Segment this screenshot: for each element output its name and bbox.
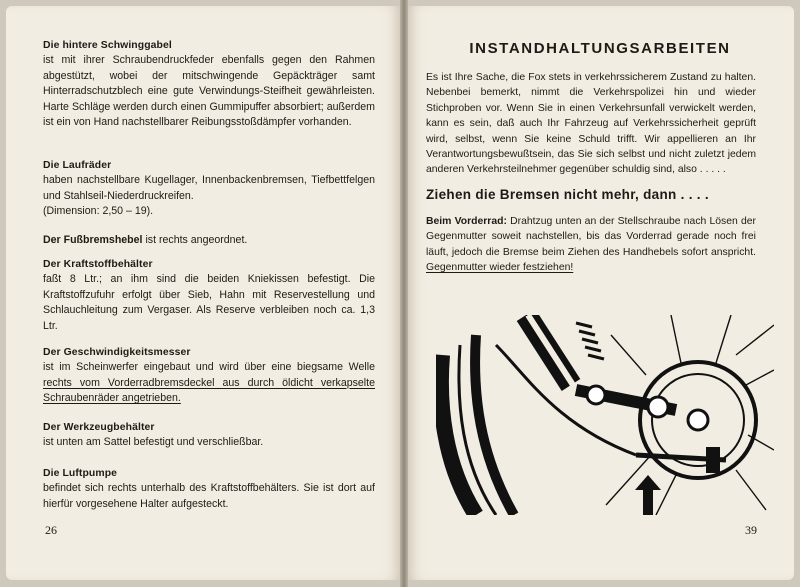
front-wheel-paragraph (426, 214, 756, 276)
front-wheel-text: Drahtzug unten an der Stellschraube nach Lösen der Gegenmutter soweit nachstellen, bis das Vorderrad gerade noch frei läuft, jedoch die Bremse beim Ziehen des Handhebels sofort anspricht. (426, 216, 756, 258)
section-heading: Der Werkzeugbehälter (43, 422, 155, 433)
section-kraftstoffbehaelter (43, 259, 375, 334)
section-body: haben nachstellbare Kugellager, Innenbackenbremsen, Tiefbettfelgen und Stahlseil-Niederdruckreifen. (43, 174, 375, 202)
section-body: ist im Scheinwerfer eingebaut und wird über eine biegsame Welle (43, 361, 375, 373)
section-body-underlined: rechts vom Vorderradbremsdeckel aus durch öldicht verkapselte Schraubenräder angetrieben. (43, 376, 375, 405)
intro-paragraph: Es ist Ihre Sache, die Fox stets in verkehrssicherem Zustand zu halten. Nebenbei bemerkt, nimmt die Verkehrspolizei hin und wieder Stichproben vor. Wenn Sie in einen Verkehrsunfall verwickelt werden, kann es sein, daß auch Ihr Fahrzeug auf Verkehrssicherheit geprüft wird, selbst, wenn Sie keine Schuld trifft. Wir appellieren an Ihr Verantwortungsbewußtsein, das Sie sich selbst und nicht zuletzt jedem anderen Verkehrsteilnehmer gegenüber schuldig sind, also . . . . . (426, 72, 756, 176)
section-body: ist rechts angeordnet. (145, 234, 248, 246)
section-body: faßt 8 Ltr.; an ihm sind die beiden Kniekissen befestigt. Die Kraftstoffzufuhr erfolgt über Sieb, Hahn mit Reservestellung und Schlauchleitung zum Vergaser. Als Reserve verbleiben noch ca. 1,3 Ltr. (43, 273, 375, 332)
arrow-up-icon (635, 475, 661, 515)
section-luftpumpe (43, 468, 375, 512)
section-heading: Die hintere Schwinggabel (43, 40, 172, 51)
section-body: ist unten am Sattel befestigt und verschließbar. (43, 436, 264, 448)
section-laufraeder (43, 160, 375, 220)
section-heading: Die Luftpumpe (43, 468, 118, 479)
brake-illustration (436, 315, 774, 515)
section-heading: Der Kraftstoffbehälter (43, 259, 153, 270)
section-heading: Der Geschwindigkeitsmesser (43, 347, 191, 358)
page-title: INSTANDHALTUNGSARBEITEN (469, 40, 731, 57)
section-geschwindigkeitsmesser (43, 347, 375, 407)
front-wheel-underlined: Gegenmutter wieder festziehen! (426, 262, 574, 274)
section-body: befindet sich rechts unterhalb des Kraftstoffbehälters. Sie ist dort auf hierfür vorgesehene Halter aufgesteckt. (43, 482, 375, 510)
section-body: ist mit ihrer Schraubendruckfeder ebenfalls gegen den Rahmen abgestützt, wobei der mitschwingende Gepäckträger samt Hinterradschutzblech eine gute Verwindungs-Steifheit gewährleisten. Harte Schläge werden durch einen Gummipuffer absorbiert; außerdem ist ein von Hand nachstellbarer Reibungsstoßdämpfer vorhanden. (43, 54, 375, 129)
section-heading: Die Laufräder (43, 160, 112, 171)
section-heading: Der Fußbremshebel (43, 234, 143, 246)
page-number-left: 26 (45, 523, 57, 537)
section-body-dimension: (Dimension: 2,50 – 19). (43, 205, 154, 218)
section-werkzeugbehaelter (43, 422, 375, 451)
subheading-brakes: Ziehen die Bremsen nicht mehr, dann . . . . (426, 187, 709, 202)
page-number-right: 39 (745, 523, 757, 537)
section-fussbremshebel (43, 233, 375, 249)
book-gutter (400, 0, 408, 587)
front-wheel-label: Beim Vorderrad: (426, 216, 507, 227)
section-schwinggabel (43, 40, 375, 131)
